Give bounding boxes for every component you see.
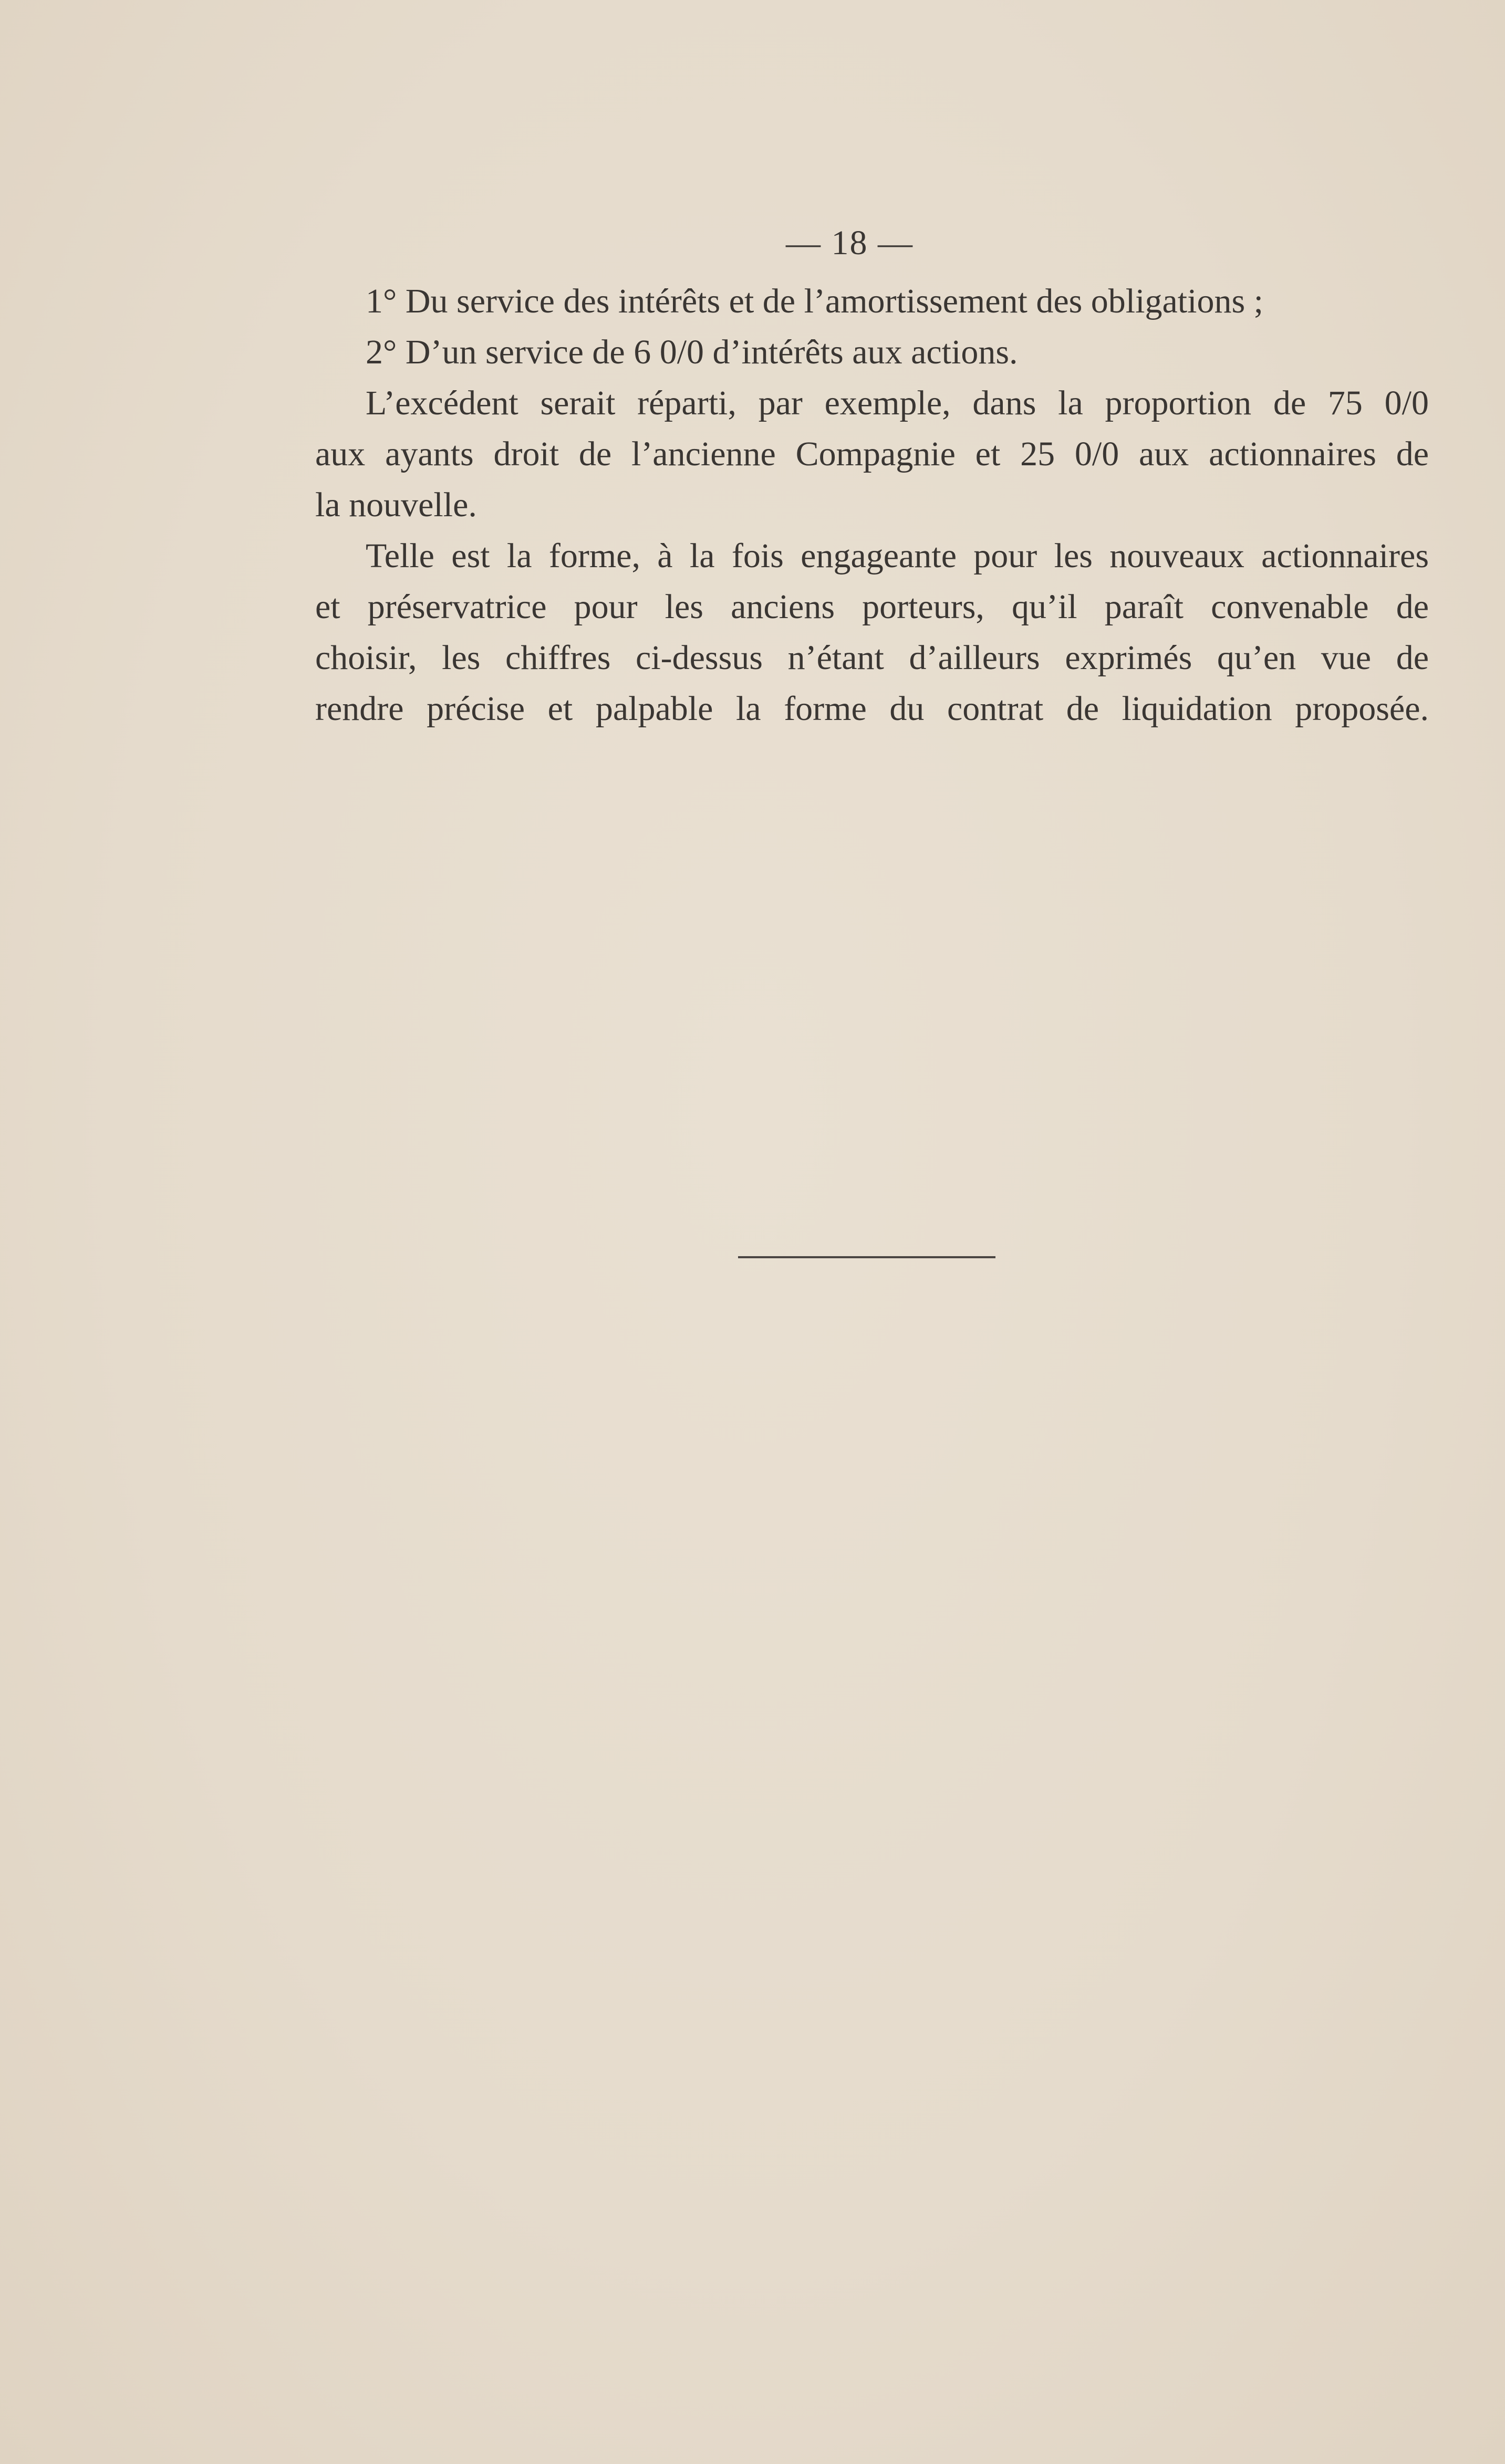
text-line-4: aux ayants droit de l’ancienne Compagnie et 25 0/0 aux actionnaires de xyxy=(315,435,1429,473)
text-line-5: la nouvelle. xyxy=(315,486,477,524)
text-line-8: choisir, les chiffres ci-dessus n’étant d’ailleurs exprimés qu’en vue de xyxy=(315,639,1429,677)
page-number: — 18 — xyxy=(786,224,914,262)
text-line-9: rendre précise et palpable la forme du contrat de liquidation proposée. xyxy=(315,690,1429,728)
text-line-2: 2° D’un service de 6 0/0 d’intérêts aux actions. xyxy=(366,333,1018,371)
text-line-3: L’excédent serait réparti, par exemple, dans la proportion de 75 0/0 xyxy=(366,384,1429,422)
section-divider-rule xyxy=(738,1256,995,1258)
body-text xyxy=(315,276,1429,734)
text-line-7: et préservatrice pour les anciens porteurs, qu’il paraît convenable de xyxy=(315,588,1429,626)
text-line-6: Telle est la forme, à la fois engageante pour les nouveaux actionnaires xyxy=(366,537,1429,575)
text-line-1: 1° Du service des intérêts et de l’amortissement des obligations ; xyxy=(366,282,1263,320)
